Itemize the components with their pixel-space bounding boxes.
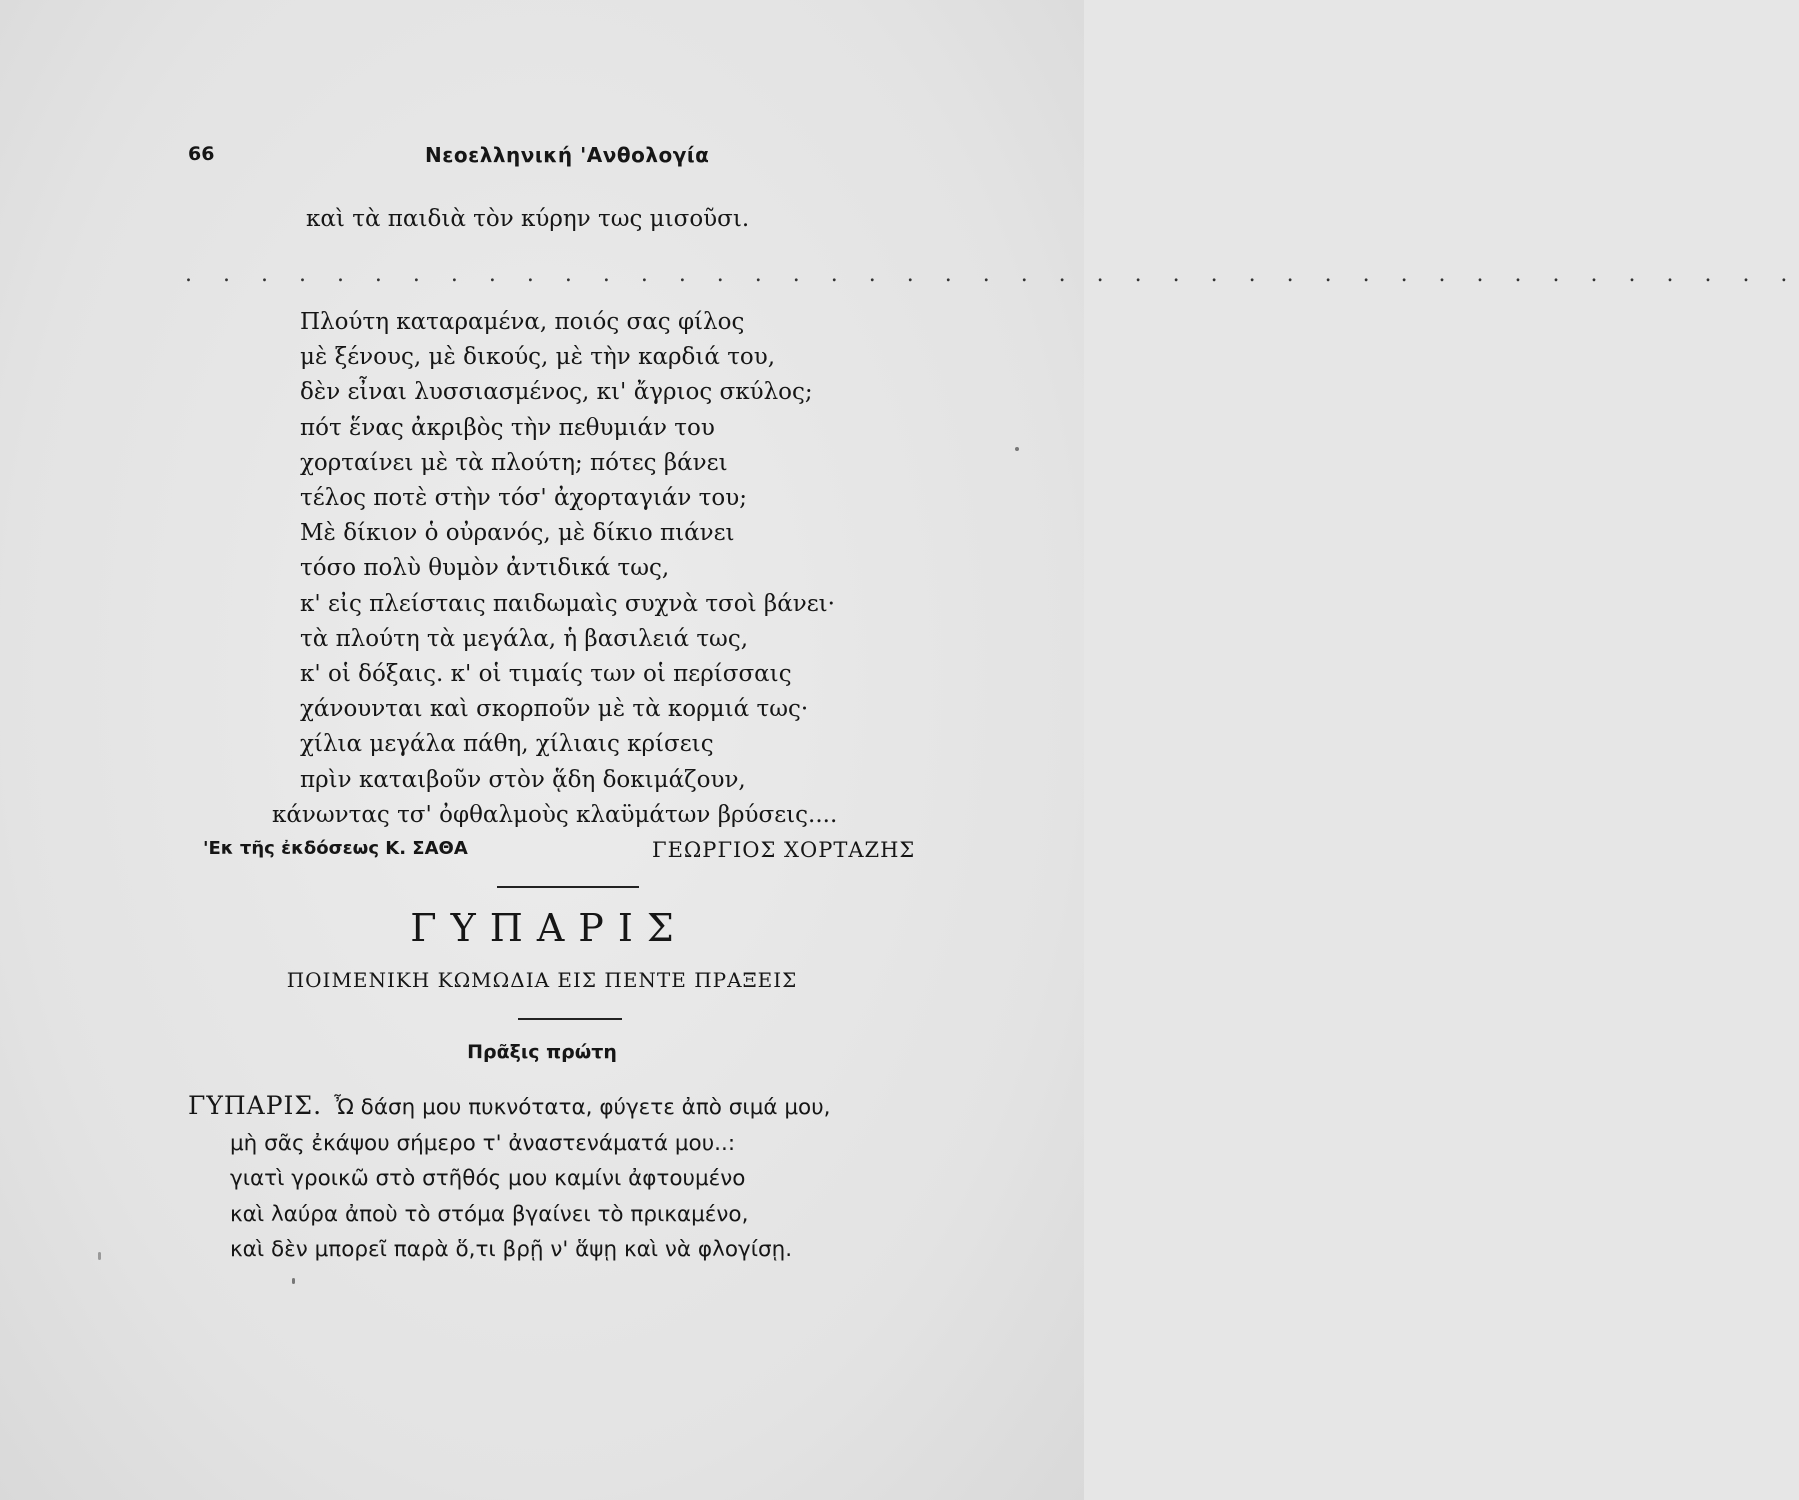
edition-credit: 'Εκ τῆς ἐκδόσεως Κ. ΣΑΘΑ xyxy=(203,838,468,859)
dialogue-line: γιατὶ γροικῶ στὸ στῆθός μου καμίνι ἀφτουμένο xyxy=(230,1166,746,1191)
paper-speck xyxy=(1015,447,1019,451)
paper-speck xyxy=(292,1278,295,1284)
poem-line: τὰ πλούτη τὰ μεγάλα, ἡ βασιλειά τως, xyxy=(300,625,749,652)
page-number: 66 xyxy=(188,143,215,165)
ellipsis-row: . . . . . . . . . . . . . . . . . . . . . . . . . . . . . . . . . . . . . . . . . . . xyxy=(185,262,1799,287)
dialogue-block xyxy=(188,1088,830,1268)
dialogue-line xyxy=(188,1088,830,1126)
poem-line: χάνουνται καὶ σκορποῦν μὲ τὰ κορμιά τως· xyxy=(300,696,809,723)
author-credit: ΓΕΩΡΓΙΟΣ ΧΟΡΤΑΖΗΣ xyxy=(652,838,916,862)
dialogue-text: Ὦ δάση μου πυκνότατα, φύγετε ἀπὸ σιμά μου, xyxy=(334,1095,831,1120)
section-divider xyxy=(497,886,639,888)
running-title: Νεοελληνική 'Ανθολογία xyxy=(425,143,710,167)
poem-line: κ' εἰς πλείσταις παιδωμαὶς συχνὰ τσοὶ βάνει· xyxy=(300,590,835,617)
poem-line: τέλος ποτὲ στὴν τόσ' ἀχορταγιάν του; xyxy=(300,485,747,512)
carryover-line: καὶ τὰ παιδιὰ τὸν κύρην τως μισοῦσι. xyxy=(306,206,750,232)
subtitle-divider xyxy=(518,1018,622,1020)
poem-line: δὲν εἶναι λυσσιασμένος, κι' ἄγριος σκύλος; xyxy=(300,379,813,406)
poem-line: Πλούτη καταραμένα, ποιός σας φίλος xyxy=(300,309,745,335)
page-header xyxy=(188,143,768,173)
act-title: Πρᾶξις πρώτη xyxy=(467,1041,617,1063)
poem-line: χορταίνει μὲ τὰ πλούτη; πότες βάνει xyxy=(300,449,728,476)
poem-line: πρὶν καταιβοῦν στὸν ᾅδη δοκιμάζουν, xyxy=(300,766,746,793)
poem-line: κ' οἱ δόξαις. κ' οἱ τιμαίς των οἱ περίσσαις xyxy=(300,661,792,688)
dialogue-line: μὴ σᾶς ἐκάψου σήμερο τ' ἀναστενάματά μου..: xyxy=(230,1130,736,1156)
poem-line: πότ ἕνας ἀκριβὸς τὴν πεθυμιάν του xyxy=(300,414,715,441)
dialogue-line: καὶ λαύρα ἀποὺ τὸ στόμα βγαίνει τὸ πρικαμένο, xyxy=(230,1201,749,1227)
poem-stanza xyxy=(272,305,838,833)
poem-line: τόσο πολὺ θυμὸν ἀντιδικά τως, xyxy=(300,555,670,582)
speaker-name: ΓΥΠΑΡΙΣ. xyxy=(188,1091,323,1120)
paper-speck xyxy=(98,1252,101,1260)
play-subtitle: ΠΟΙΜΕΝΙΚΗ ΚΩΜΩΔΙΑ ΕΙΣ ΠΕΝΤΕ ΠΡΑΞΕΙΣ xyxy=(286,968,798,992)
dialogue-line: καὶ δὲν μπορεῖ παρὰ ὅ,τι βρῇ ν' ἅψῃ καὶ νὰ φλογίσῃ. xyxy=(230,1237,793,1262)
poem-line: χίλια μεγάλα πάθη, χίλιαις κρίσεις xyxy=(300,731,714,758)
poem-line: κάνωντας τσ' ὀφθαλμοὺς κλαϋμάτων βρύσεις.... xyxy=(272,801,838,828)
play-title: ΓΥΠΑΡΙΣ xyxy=(410,906,688,950)
poem-line: μὲ ξένους, μὲ δικούς, μὲ τὴν καρδιά του, xyxy=(300,344,776,371)
poem-line: Μὲ δίκιον ὁ οὐρανός, μὲ δίκιο πιάνει xyxy=(300,520,735,547)
